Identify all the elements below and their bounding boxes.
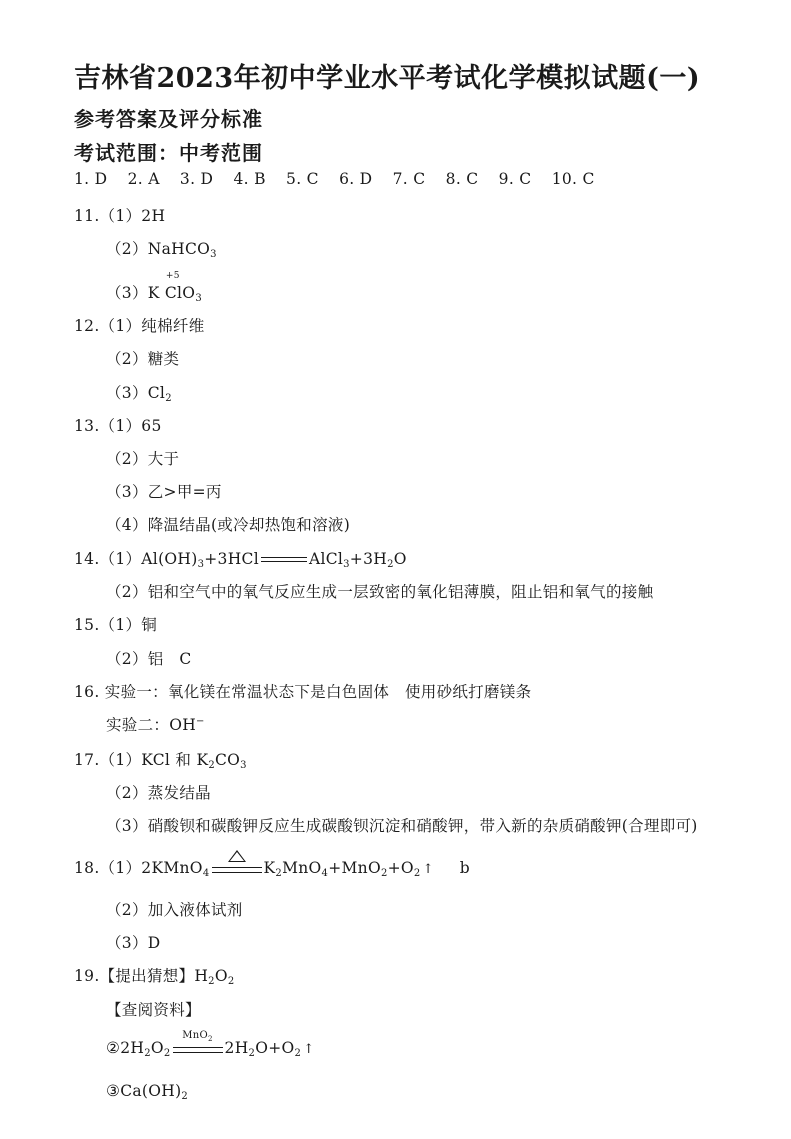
subscript: 3 bbox=[195, 293, 202, 304]
mc-answer: 8. C bbox=[445, 170, 479, 188]
q19-part1 bbox=[74, 964, 235, 986]
q14-formula-d: +3H bbox=[349, 550, 388, 568]
q19-formula-c: 2H bbox=[224, 1039, 249, 1057]
q19-formula-b: O bbox=[150, 1039, 164, 1057]
equals-bars bbox=[173, 1047, 223, 1053]
q17-part2: （2）蒸发结晶 bbox=[106, 784, 211, 802]
mc-answer: 6. D bbox=[339, 170, 373, 188]
q18-formula-b: K bbox=[263, 859, 276, 877]
q17-formula-b: CO bbox=[215, 751, 241, 769]
subscript: 2 bbox=[163, 1048, 171, 1059]
heat-triangle-icon bbox=[228, 850, 246, 862]
q16-part2 bbox=[106, 713, 205, 735]
q12-part1: 12.（1）纯棉纤维 bbox=[74, 317, 205, 335]
q18-part1 bbox=[74, 856, 470, 878]
q17-formula-a: 17.（1）KCl 和 K bbox=[74, 751, 209, 769]
q17-part3: （3）硝酸钡和碳酸钾反应生成碳酸钡沉淀和硝酸钾，带入新的杂质硝酸钾(合理即可) bbox=[106, 817, 698, 835]
subscript: 3 bbox=[343, 559, 350, 570]
heating-condition-sign bbox=[212, 864, 262, 874]
subscript: 2 bbox=[387, 559, 394, 570]
element-symbol: Cl bbox=[164, 284, 183, 302]
superscript: − bbox=[196, 716, 205, 727]
q18-part3: （3）D bbox=[106, 934, 161, 952]
q18-part2: （2）加入液体试剂 bbox=[106, 901, 243, 919]
subscript: 4 bbox=[321, 868, 329, 879]
equals-sign bbox=[261, 555, 307, 565]
mc-answer: 4. B bbox=[233, 170, 266, 188]
catalyst-label bbox=[173, 1030, 223, 1042]
subscript: 2 bbox=[227, 976, 235, 987]
subtitle-scope: 考试范围：中考范围 bbox=[74, 141, 263, 165]
q19-formula-a: 19.【提出猜想】H bbox=[74, 967, 209, 985]
catalyst-condition-sign bbox=[173, 1030, 223, 1054]
mc-answer: 9. C bbox=[498, 170, 532, 188]
equals-bars bbox=[212, 867, 262, 873]
mc-answer: 7. C bbox=[392, 170, 426, 188]
formula-rest: O bbox=[182, 284, 196, 302]
gas-arrow-icon: ↑ bbox=[303, 1042, 315, 1057]
mc-answer: 10. C bbox=[551, 170, 595, 188]
mc-answer: 3. D bbox=[179, 170, 214, 188]
q13-part1: 13.（1）65 bbox=[74, 417, 162, 435]
q11-part2-text: （2）NaHCO bbox=[106, 240, 211, 258]
q14-part2: （2）铝和空气中的氧气反应生成一层致密的氧化铝薄膜，阻止铝和氧气的接触 bbox=[106, 583, 654, 601]
q19-formula-d: O+O bbox=[255, 1039, 295, 1057]
q11-part3 bbox=[106, 271, 202, 304]
q17-part1 bbox=[74, 748, 247, 770]
q19-part3 bbox=[106, 1030, 315, 1059]
subscript: 2 bbox=[380, 868, 388, 879]
mc-answers-row bbox=[74, 170, 610, 188]
q13-part4: （4）降温结晶(或冷却热饱和溶液) bbox=[106, 516, 351, 534]
q14-part1 bbox=[74, 547, 407, 569]
q19-formula-e: ③Ca(OH) bbox=[106, 1082, 182, 1100]
q13-part3: （3）乙>甲=丙 bbox=[106, 483, 222, 501]
subscript: 2 bbox=[165, 393, 172, 404]
subscript: 2 bbox=[413, 868, 421, 879]
q12-part3 bbox=[106, 381, 172, 403]
q18-formula-e: +O bbox=[387, 859, 414, 877]
q19-part4 bbox=[106, 1082, 188, 1100]
q19-part2: 【查阅资料】 bbox=[106, 1001, 201, 1019]
q18-answer-b: b bbox=[459, 859, 471, 877]
mc-answer: 5. C bbox=[286, 170, 319, 188]
mc-answer: 1. D bbox=[74, 170, 108, 188]
q15-part1: 15.（1）铜 bbox=[74, 616, 158, 634]
subscript: 2 bbox=[144, 1048, 151, 1059]
subscript: 3 bbox=[210, 249, 217, 260]
gas-arrow-icon: ↑ bbox=[422, 862, 434, 877]
q11-part3-text: （3）K bbox=[106, 284, 165, 302]
q12-part3-text: （3）Cl bbox=[106, 384, 166, 402]
page-title: 吉林省2023年初中学业水平考试化学模拟试题(一) bbox=[74, 63, 701, 94]
q16-part2-text: 实验二：OH bbox=[106, 716, 197, 734]
q19-formula-b: O bbox=[214, 967, 228, 985]
subscript: 2 bbox=[181, 1091, 189, 1102]
catalyst-text: MnO bbox=[182, 1030, 209, 1041]
subscript: 2 bbox=[294, 1048, 302, 1059]
q18-formula-c: MnO bbox=[282, 859, 322, 877]
oxidation-number: +5 bbox=[165, 271, 180, 281]
q14-formula-a: 14.（1）Al(OH) bbox=[74, 550, 198, 568]
q18-formula-a: 18.（1）2KMnO bbox=[74, 859, 203, 877]
q15-part2: （2）铝 C bbox=[106, 650, 192, 668]
subtitle-answers: 参考答案及评分标准 bbox=[74, 107, 263, 131]
subscript: 2 bbox=[248, 1048, 256, 1059]
subscript: 2 bbox=[275, 868, 283, 879]
q16-part1: 16. 实验一：氧化镁在常温状态下是白色固体 使用砂纸打磨镁条 bbox=[74, 683, 532, 701]
subscript: 3 bbox=[240, 760, 247, 771]
q11-part2 bbox=[106, 237, 217, 259]
q11-part1: 11.（1）2H bbox=[74, 207, 166, 225]
heat-label bbox=[212, 850, 262, 866]
q19-formula-a: ②2H bbox=[106, 1039, 145, 1057]
q12-part2: （2）糖类 bbox=[106, 350, 180, 368]
mc-answer: 2. A bbox=[127, 170, 160, 188]
oxidation-element bbox=[164, 271, 183, 302]
q14-formula-c: AlCl bbox=[308, 550, 344, 568]
q14-formula-e: O bbox=[393, 550, 407, 568]
subscript: 2 bbox=[208, 976, 215, 987]
q14-formula-b: +3HCl bbox=[204, 550, 259, 568]
subscript: 3 bbox=[197, 559, 205, 570]
q13-part2: （2）大于 bbox=[106, 450, 180, 468]
q18-formula-d: +MnO bbox=[328, 859, 381, 877]
subscript: 2 bbox=[208, 760, 215, 771]
subscript: 2 bbox=[208, 1035, 213, 1043]
subscript: 4 bbox=[202, 868, 210, 879]
